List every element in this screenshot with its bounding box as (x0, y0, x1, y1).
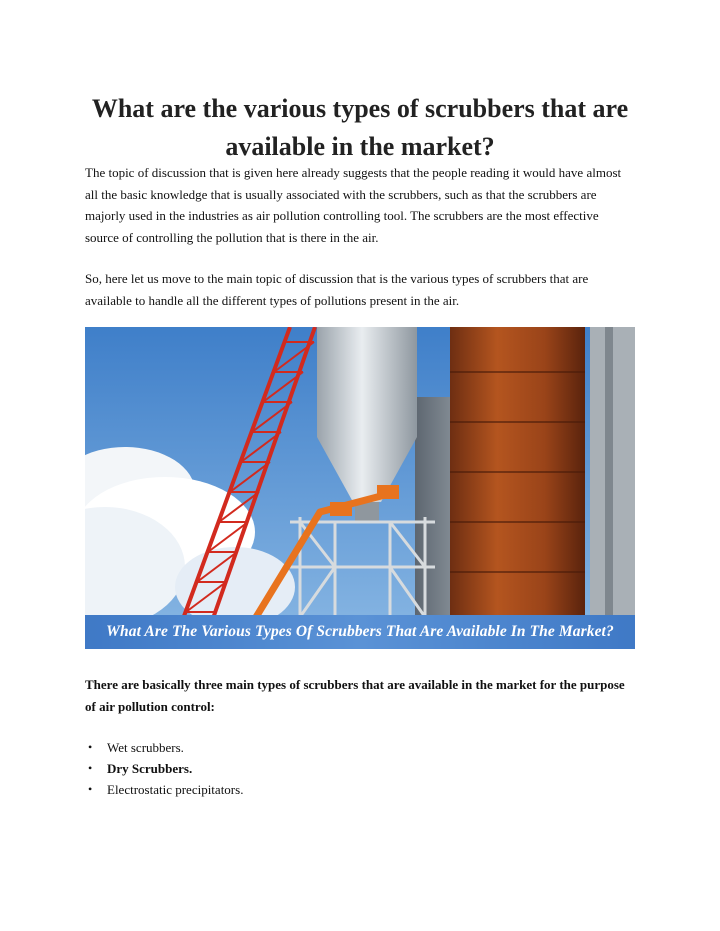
industrial-scene-illustration (85, 327, 635, 649)
list-item-dry-scrubbers (85, 758, 243, 779)
bullet-icon: • (88, 740, 93, 754)
article-title: What are the various types of scrubbers that are available in the market? (91, 94, 629, 161)
list-item-wet-scrubbers (85, 737, 243, 758)
list-item-label: Dry Scrubbers. (107, 761, 193, 776)
list-item-electrostatic-precipitators (85, 779, 243, 800)
scrubber-plant-image (85, 327, 635, 649)
paragraph-intro: The topic of discussion that is given here already suggests that the people reading it would have almost all the basic knowledge that is usually associated with the scrubbers, such as that the scrubbers are majorly used in the industries as air pollution controlling tool. The scrubbers are the most effective source of controlling the pollution that is there in the air. (85, 165, 622, 245)
scrubber-types-intro: There are basically three main types of scrubbers that are available in the market for the purpose of air pollution control: (85, 677, 625, 714)
bullet-icon: • (88, 761, 93, 775)
image-caption-banner: What Are The Various Types Of Scrubbers That Are Available In The Market? (85, 615, 635, 649)
paragraph-main-topic: So, here let us move to the main topic of discussion that is the various types of scrubbers that are available to handle all the different types of pollutions present in the air. (85, 271, 589, 308)
list-item-label: Electrostatic precipitators. (107, 782, 244, 797)
list-item-label: Wet scrubbers. (107, 740, 184, 755)
bullet-icon: • (88, 782, 93, 796)
scrubber-types-list (85, 737, 243, 800)
